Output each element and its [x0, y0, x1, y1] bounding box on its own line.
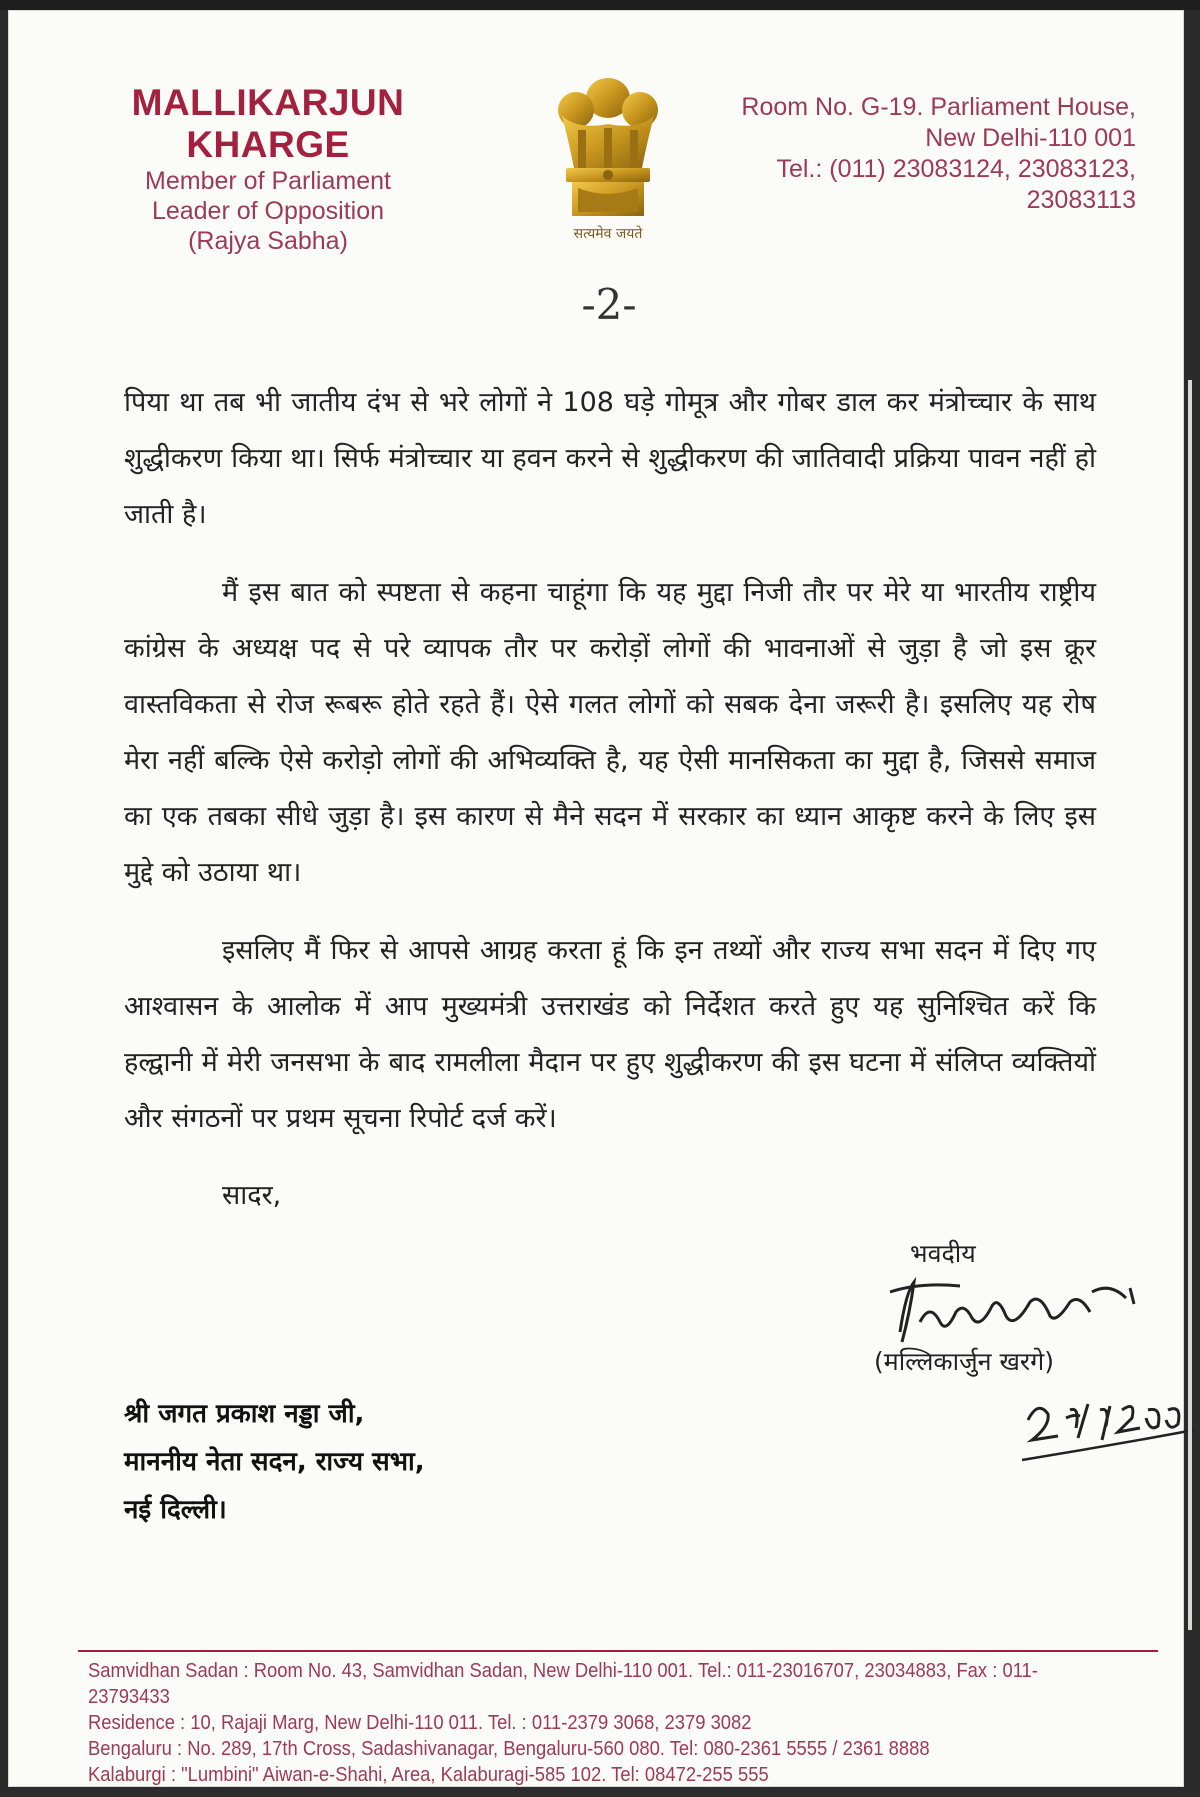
footer-office-address: Samvidhan Sadan : Room No. 43, Samvidhan Sadan, New Delhi-110 001. Tel.: 011-23016707, 23034883, Fax : 011-23793433 [88, 1660, 1038, 1708]
page-number: -2- [581, 280, 637, 329]
footer-divider [78, 1650, 1158, 1652]
top-edge-strip [0, 0, 1200, 10]
designation-house: (Rajya Sabha) [188, 227, 348, 255]
paragraph-2: मैं इस बात को स्पष्टता से कहना चाहूंगा कि यह मुद्दा निजी तौर पर मेरे या भारतीय राष्ट्रीय कांग्रेस के अध्यक्ष पद से परे व्यापक तौर पर करोड़ों लोगों की भावनाओं से जुड़ा है जो इस क्रूर वास्तविकता से रोज रूबरू होते रहते हैं। ऐसे गलत लोगों को सबक देना जरूरी है। इसलिए यह रोष मेरा नहीं बल्कि ऐसे करोड़ो लोगों की अभिव्यक्ति है, यह ऐसी मानसिकता का मुद्दा है, जिससे समाज का एक तबका सीधे जुड़ा है। इस कारण से मैने सदन में सरकार का ध्यान आकृष्ट करने के लिए इस मुद्दे को उठाया था। [124, 577, 1096, 888]
address-line-1: Room No. G-19. Parliament House, [741, 93, 1136, 121]
addressee-city: नई दिल्ली। [124, 1495, 227, 1525]
paragraph-1: पिया था तब भी जातीय दंभ से भरे लोगों ने 108 घड़े गोमूत्र और गोबर डाल कर मंत्रोच्चार के साथ शुद्धीकरण किया था। सिर्फ मंत्रोच्चार या हवन करने से शुद्धीकरण की जातिवादी प्रक्रिया पावन नहीं हो जाती है। [124, 387, 1096, 530]
closing-salutation: सादर, [222, 1180, 282, 1211]
paragraph-3: इसलिए मैं फिर से आपसे आग्रह करता हूं कि इन तथ्यों और राज्य सभा सदन में दिए गए आश्वासन के आलोक में आप मुख्यमंत्री उत्तराखंड को निर्देशत करते हुए यह सुनिश्चित करें कि हल्द्वानी में मेरी जनसभा के बाद रामलीला मैदान पर हुए शुद्धीकरण की इस घटना में संलिप्त व्यक्तियों और संगठनों पर प्रथम सूचना रिपोर्ट दर्ज करें। [124, 935, 1096, 1134]
letterhead-left [48, 82, 488, 256]
emblem-motto: सत्यमेव जयते [573, 226, 643, 242]
designation-leader: Leader of Opposition [151, 197, 385, 225]
footer-residence-address: Residence : 10, Rajaji Marg, New Delhi-110 011. Tel. : 011-2379 3068, 2379 3082 [88, 1712, 752, 1734]
addressee-designation: माननीय नेता सदन, राज्य सभा, [124, 1447, 425, 1477]
footer-kalaburgi-address: Kalaburgi : "Lumbini" Aiwan-e-Shahi, Area, Kalaburagi-585 102. Tel: 08472-255 555 [88, 1764, 769, 1786]
telephone-line-1: Tel.: (011) 23083124, 23083123, [776, 155, 1136, 183]
letter-page [8, 10, 1184, 1787]
designation-mp: Member of Parliament [145, 167, 391, 195]
telephone-line-2: 23083113 [1026, 186, 1136, 214]
handwritten-date [1018, 1370, 1198, 1470]
letterhead-right [696, 92, 1136, 216]
signer-name: (मल्लिकार्जुन खरगे) [874, 1347, 1054, 1376]
letterhead-footer [88, 1658, 1091, 1788]
sender-name: MALLIKARJUN KHARGE [131, 82, 405, 165]
yours-faithfully: भवदीय [910, 1239, 976, 1268]
page-fold-shadow [1188, 380, 1192, 1630]
addressee-block [124, 1390, 425, 1534]
address-line-2: New Delhi-110 001 [925, 124, 1136, 152]
footer-bengaluru-address: Bengaluru : No. 289, 17th Cross, Sadashivanagar, Bengaluru-560 080. Tel: 080-2361 5555 / 2361 8888 [88, 1738, 930, 1760]
letter-body [124, 375, 1096, 1169]
state-emblem-icon [548, 68, 668, 248]
addressee-name: श्री जगत प्रकाश नड्डा जी, [124, 1399, 365, 1429]
